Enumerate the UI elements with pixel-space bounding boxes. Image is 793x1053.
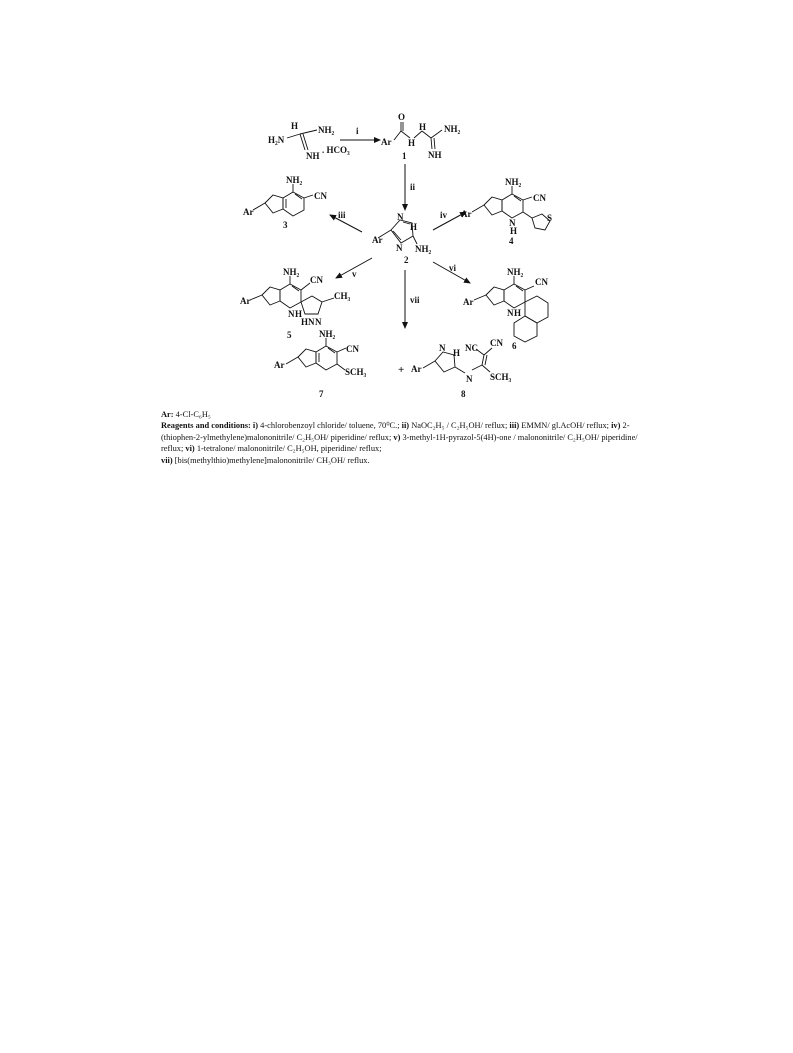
compound-6-structure: [463, 267, 548, 351]
compound-7-number: 7: [319, 389, 324, 399]
arrow-vi-label: vi: [449, 263, 457, 273]
compound-5-n: N: [315, 317, 322, 327]
compound-2-n-bottom: N: [396, 243, 403, 253]
compound-3-structure: [243, 175, 327, 230]
compound-1-oxygen: O: [398, 112, 406, 122]
compound-4-cn: CN: [533, 193, 546, 203]
compound-5-ch3: CH₃: [334, 291, 351, 301]
condition-key-ii: ii): [401, 421, 410, 431]
condition-text-iv: 2-(thiophen-2-ylmethylene)malononitrile/ C₂H₅OH/ piperidine/ reflux;: [161, 421, 630, 442]
compound-6-ar: Ar: [463, 297, 474, 307]
compound-5-number: 5: [287, 330, 292, 340]
reagents-title: Reagents and conditions: [161, 421, 249, 431]
condition-key-iv: iv): [611, 421, 621, 431]
arrow-i-label: i: [356, 126, 359, 136]
compound-2-number: 2: [404, 255, 409, 265]
condition-text-i: 4-chlorobenzoyl chloride/ toluene, 70⁰C.;: [260, 421, 400, 431]
arrow-v-label: v: [352, 269, 357, 279]
compound-5-nh2: NH₂: [283, 267, 300, 277]
compound-4-nh2: NH₂: [505, 177, 522, 187]
compound-8-n: N: [439, 343, 446, 353]
compound-1-structure: [381, 112, 461, 161]
compound-2-nh: H: [410, 222, 418, 232]
aminoguanidine-salt: . HCO₃: [322, 145, 350, 155]
compound-5-nh: N: [288, 309, 295, 319]
compound-8-nc: NC: [465, 343, 478, 353]
reaction-scheme: [0, 0, 793, 420]
arrow-vii-label: vii: [410, 295, 420, 305]
compound-2-n-top: N: [397, 212, 404, 222]
compound-4-h: H: [510, 226, 518, 236]
compound-3-number: 3: [283, 220, 288, 230]
compound-1-nh2: NH₂: [444, 124, 461, 134]
compound-8-number: 8: [461, 389, 466, 399]
compound-1-number: 1: [402, 151, 407, 161]
compound-7-cn: CN: [346, 344, 359, 354]
compound-6-nh2: NH₂: [507, 267, 524, 277]
compound-1-imine: NH: [428, 150, 442, 160]
ar-label: Ar:: [161, 410, 174, 419]
compound-7-ar: Ar: [274, 360, 285, 370]
compound-5-cn: CN: [310, 275, 323, 285]
ar-value: 4-Cl-C₆H₅: [175, 410, 211, 419]
compound-8-cn: CN: [490, 338, 503, 348]
compound-5-h: H: [295, 309, 303, 319]
reagents-conditions: Reagents and conditions: i) 4-chlorobenzoyl chloride/ toluene, 70⁰C.; ii) NaOC₂H₅ / C₂H₅OH/ reflux; iii) EMMN/ gl.AcOH/ reflux; iv) 2-(thiophen-2-ylmethylene)malononitrile/ C₂H₅OH/ piperidine/ reflux; v) 3-methyl-1H-pyrazol-5(4H)-one / malononitrile/ C₂H₅OH/ piperidine/ reflux; vi) 1-tetralone/ malononitrile/ C₂H₅OH, piperidine/ reflux; vii) [bis(methylthio)methylene]malononitrile/ CH₃OH/ reflux.: [161, 421, 638, 465]
condition-key-vii: vii): [161, 455, 173, 465]
compound-7-sch3: SCH₃: [345, 367, 367, 377]
compound-3-nh2: NH₂: [286, 175, 303, 185]
compound-5-hn: HN: [301, 317, 315, 327]
aminoguanidine-nh2: NH₂: [318, 125, 335, 135]
compound-8-structure: [411, 338, 512, 399]
compound-4-ar: Ar: [461, 209, 472, 219]
compound-1-n: H: [408, 138, 416, 148]
aminoguanidine-structure: [268, 121, 350, 161]
compound-6-nh: N: [507, 308, 514, 318]
compound-7-nh2: NH₂: [319, 329, 336, 339]
compound-4-structure: [461, 177, 552, 246]
scheme-legend: [161, 409, 641, 466]
ar-definition: [161, 409, 641, 420]
arrow-ii-label: ii: [410, 182, 416, 192]
compound-8-sch3: SCH₃: [490, 372, 512, 382]
compound-8-n-h: N: [466, 374, 473, 384]
arrow-iii-label: iii: [338, 210, 346, 220]
compound-8-ar: Ar: [411, 364, 422, 374]
aminoguanidine-h: H: [291, 121, 299, 131]
compound-8-nh: H: [453, 348, 461, 358]
plus-sign: +: [398, 364, 405, 376]
arrow-iv-label: iv: [440, 210, 448, 220]
compound-6-cn: CN: [535, 277, 548, 287]
compound-1-ar: Ar: [381, 137, 392, 147]
compound-4-number: 4: [509, 236, 514, 246]
compound-2-ar: Ar: [372, 235, 383, 245]
compound-3-cn: CN: [314, 191, 327, 201]
condition-key-vi: vi): [185, 444, 195, 454]
condition-text-vi: 1-tetralone/ malononitrile/ C₂H₅OH, piperidine/ reflux;: [196, 444, 382, 454]
condition-text-vii: [bis(methylthio)methylene]malononitrile/ CH₃OH/ reflux.: [174, 455, 370, 465]
condition-text-iii: EMMN/ gl.AcOH/ reflux;: [521, 421, 609, 431]
aminoguanidine-imine: NH: [306, 151, 320, 161]
compound-5-ar: Ar: [240, 296, 251, 306]
compound-4-s: S: [547, 213, 553, 223]
aminoguanidine-h2n: H₂N: [268, 135, 285, 145]
compound-6-number: 6: [512, 341, 517, 351]
compound-2-structure: [372, 212, 432, 265]
condition-text-v: 3-methyl-1H-pyrazol-5(4H)-one / malononitrile/ C₂H₅OH/ piperidine/ reflux;: [161, 432, 638, 454]
condition-key-v: v): [393, 432, 401, 442]
condition-key-iii: iii): [509, 421, 520, 431]
condition-key-i: i): [252, 421, 259, 431]
compound-3-ar: Ar: [243, 207, 254, 217]
condition-text-ii: NaOC₂H₅ / C₂H₅OH/ reflux;: [411, 421, 508, 431]
compound-4-nh: N: [509, 218, 516, 228]
compound-1-h: H: [419, 122, 427, 132]
arrow-iii: [330, 215, 362, 232]
compound-6-h: H: [514, 308, 522, 318]
compound-2-nh2: NH₂: [415, 244, 432, 254]
